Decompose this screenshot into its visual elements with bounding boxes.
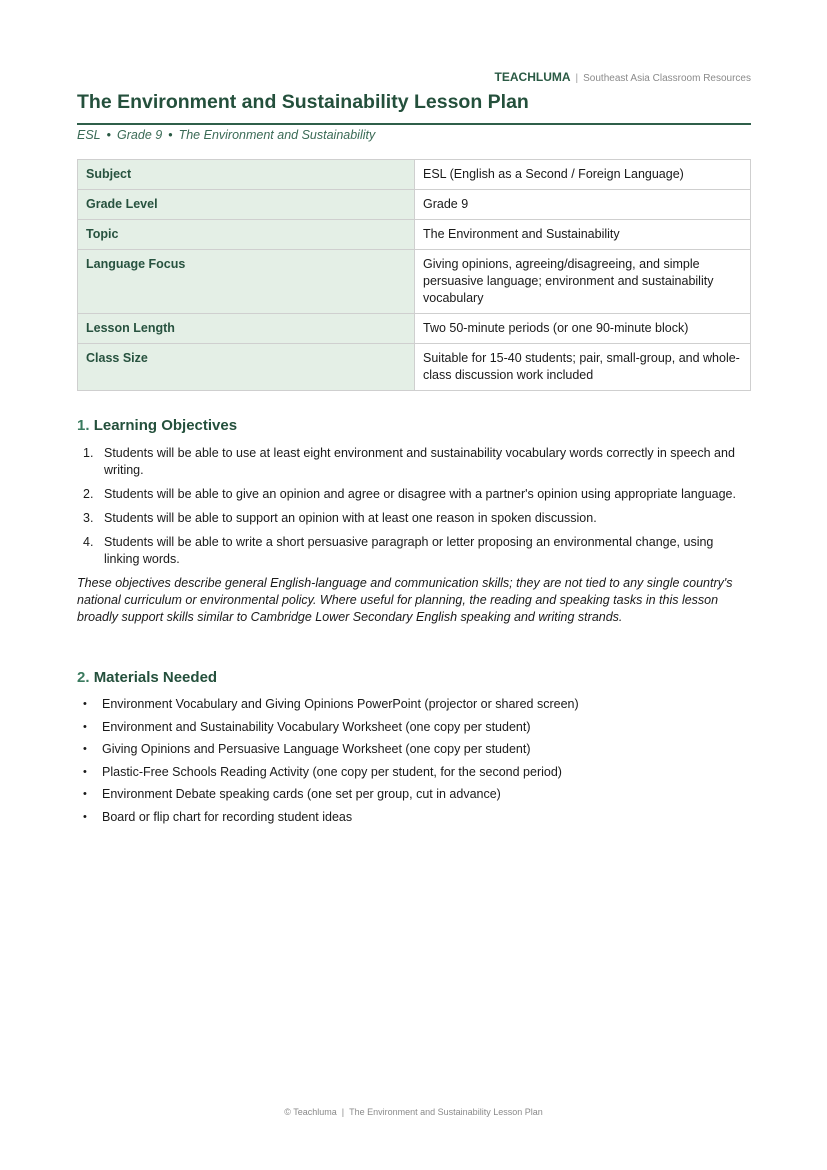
lesson-info-table: [77, 159, 751, 391]
info-label: Grade Level: [78, 190, 415, 220]
list-item: [77, 786, 751, 803]
document-subtitle: [77, 128, 375, 142]
brand-tagline: Southeast Asia Classroom Resources: [583, 73, 751, 84]
list-item: [77, 809, 751, 826]
info-value: Giving opinions, agreeing/disagreeing, and simple persuasive language; environment and sustainability vocabulary: [415, 250, 751, 314]
section-title-text: Materials Needed: [93, 669, 218, 686]
list-item: [77, 719, 751, 736]
table-row: [78, 250, 751, 314]
document-title: The Environment and Sustainability Lesson Plan: [77, 89, 751, 125]
item-number: 4.: [83, 535, 94, 549]
list-item: [77, 764, 751, 781]
info-value: The Environment and Sustainability: [415, 220, 751, 250]
list-item: [77, 445, 751, 479]
bullet-icon: •: [83, 810, 87, 823]
item-text: Environment Debate speaking cards (one set per group, cut in advance): [102, 787, 501, 801]
list-item: [77, 534, 751, 568]
info-label: Lesson Length: [78, 314, 415, 344]
objectives-list: [77, 445, 751, 575]
objectives-note: These objectives describe general English-language and communication skills; they are not tied to any single country's national curriculum or environmental policy. Where useful for planning, the reading and speaking tasks in this lesson broadly support skills similar to Cambridge Lower Secondary English speaking and writing strands.: [77, 576, 733, 624]
table-row: [78, 190, 751, 220]
list-item: [77, 696, 751, 713]
footer-doc-title: The Environment and Sustainability Lesson Plan: [349, 1107, 543, 1117]
section-number: 2.: [77, 669, 90, 686]
info-label: Class Size: [78, 344, 415, 391]
item-text: Environment Vocabulary and Giving Opinions PowerPoint (projector or shared screen): [102, 697, 579, 711]
brand-separator: |: [575, 73, 579, 84]
section-title-text: Learning Objectives: [93, 417, 238, 434]
bullet-icon: •: [83, 698, 87, 710]
item-text: Students will be able to write a short persuasive paragraph or letter proposing an environmental change, using linking words.: [104, 535, 714, 566]
item-text: Giving Opinions and Persuasive Language Worksheet (one copy per student): [102, 742, 531, 756]
subtitle-topic: The Environment and Sustainability: [178, 128, 376, 142]
footer-copyright: © Teachluma: [284, 1107, 337, 1117]
list-item: [77, 486, 751, 503]
subtitle-grade: Grade 9: [117, 128, 163, 142]
bullet-icon: •: [83, 765, 87, 778]
section-heading-learning-objectives: [77, 417, 237, 434]
section-heading-materials-needed: [77, 669, 217, 686]
section-number: 1.: [77, 417, 90, 434]
page-footer: [0, 1107, 827, 1117]
bullet-icon: •: [83, 720, 87, 733]
item-number: 1.: [83, 446, 94, 460]
item-text: Students will be able to use at least eight environment and sustainability vocabulary words correctly in speech and writing.: [104, 446, 735, 477]
item-text: Board or flip chart for recording student ideas: [102, 809, 353, 824]
subtitle-bullet: •: [106, 128, 112, 142]
info-value: Suitable for 15-40 students; pair, small-group, and whole-class discussion work included: [415, 344, 751, 391]
brand-name: TEACHLUMA: [494, 70, 571, 84]
table-row: [78, 314, 751, 344]
subtitle-bullet: •: [168, 128, 173, 142]
brand-header: [495, 70, 751, 84]
info-value: ESL (English as a Second / Foreign Language): [415, 160, 751, 190]
info-label: Language Focus: [78, 250, 415, 314]
item-text: Environment and Sustainability Vocabulary Worksheet (one copy per student): [102, 719, 531, 734]
bullet-icon: •: [83, 788, 87, 800]
info-value: Two 50-minute periods (or one 90-minute block): [415, 314, 751, 344]
materials-list: [77, 696, 751, 831]
item-number: 3.: [83, 511, 94, 525]
bullet-icon: •: [83, 743, 87, 755]
item-text: Students will be able to give an opinion and agree or disagree with a partner's opinion using appropriate language.: [104, 487, 736, 501]
item-text: Plastic-Free Schools Reading Activity (one copy per student, for the second period): [102, 764, 562, 779]
info-label: Subject: [78, 160, 415, 190]
table-row: [78, 344, 751, 391]
table-row: [78, 160, 751, 190]
item-text: Students will be able to support an opinion with at least one reason in spoken discussion.: [104, 511, 597, 525]
item-number: 2.: [83, 487, 94, 501]
footer-separator: |: [341, 1107, 345, 1117]
list-item: [77, 510, 751, 527]
subtitle-subject: ESL: [77, 128, 101, 142]
table-row: [78, 220, 751, 250]
info-label: Topic: [78, 220, 415, 250]
info-value: Grade 9: [415, 190, 751, 220]
list-item: [77, 741, 751, 758]
